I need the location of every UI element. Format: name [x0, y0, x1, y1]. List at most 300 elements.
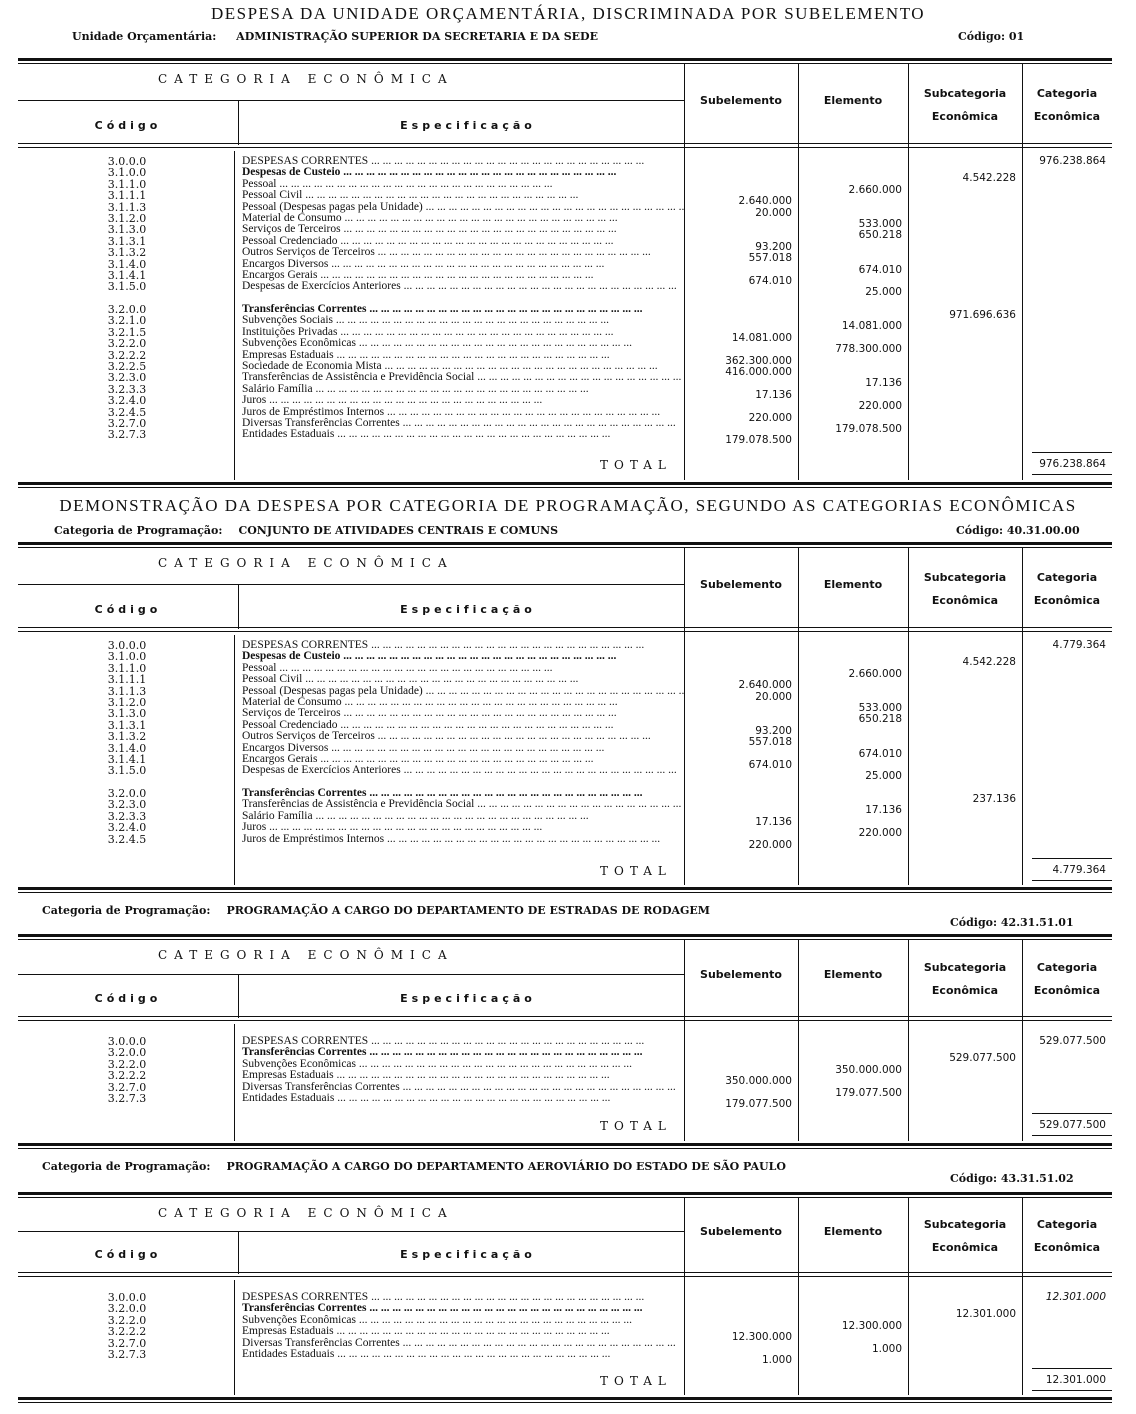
- cell-elem: [798, 783, 902, 794]
- cell-subcat: [908, 1088, 1016, 1099]
- cell-elem: [798, 646, 902, 657]
- cell-code: 3.0.0.0: [107, 1292, 147, 1304]
- cell-elem: [798, 737, 902, 748]
- cell-elem: [798, 390, 902, 401]
- cell-cat: [1022, 765, 1106, 776]
- column-subcat: [908, 162, 1022, 447]
- cell-code: 3.2.1.0: [107, 315, 147, 327]
- header-elemento: Elemento: [823, 968, 883, 981]
- cell-elem: [798, 726, 902, 737]
- cell-sub: 557.018: [748, 737, 792, 749]
- cell-spec: Material de Consumo ... .: [242, 697, 684, 708]
- cell-sub: [684, 185, 792, 196]
- header-bottom-rule-2: [18, 631, 1112, 632]
- cell-subcat: [908, 805, 1016, 816]
- cell-spec: Encargos Diversos ... .: [242, 743, 684, 754]
- cell-elem: [798, 333, 902, 344]
- cell-sub: 674.010: [748, 759, 792, 771]
- header-categoria-economica: Categoria Econômica: [1033, 571, 1101, 607]
- cell-subcat: [908, 646, 1016, 657]
- cell-cat: [1022, 1315, 1106, 1326]
- cell-code: 3.0.0.0: [107, 1036, 147, 1048]
- cell-code: 3.1.2.0: [107, 212, 147, 225]
- cell-sub: 93.200: [755, 241, 792, 253]
- cell-elem: [798, 794, 902, 805]
- cell-elem: [798, 196, 902, 207]
- column-spec: [240, 156, 684, 441]
- cell-spec: Diversas Transferências Correntes ... .: [242, 1338, 684, 1349]
- total-label: TOTAL: [600, 1119, 672, 1133]
- cell-subcat: [908, 749, 1016, 760]
- cell-elem: [798, 817, 902, 828]
- table-top-rule: [18, 58, 1112, 64]
- cell-subcat: [908, 413, 1016, 424]
- cell-spec: Transferências de Assistência e Previdência Social ... .: [242, 372, 684, 383]
- cell-cat: 12.301.000: [1045, 1292, 1106, 1303]
- cell-subcat: [908, 1099, 1016, 1110]
- cell-cat: [1022, 304, 1106, 315]
- cell-sub: [684, 287, 792, 298]
- cell-spec: Pessoal (Despesas pagas pela Unidade) ... .: [242, 686, 684, 697]
- column-subcat: [908, 1042, 1022, 1110]
- header-bottom-rule-2: [18, 147, 1112, 148]
- cell-subcat: [908, 1076, 1016, 1087]
- cell-cat: 976.238.864: [1039, 156, 1106, 167]
- header-subelemento: Subelemento: [700, 968, 782, 981]
- category-name: PROGRAMAÇÃO A CARGO DO DEPARTAMENTO DE ESTRADAS DE RODAGEM: [226, 904, 710, 917]
- cell-cat: [1022, 418, 1106, 429]
- cell-subcat: [908, 703, 1016, 714]
- cell-code: 3.1.4.1: [107, 753, 147, 766]
- cell-cat: [1022, 834, 1106, 845]
- column-elem: [798, 1042, 908, 1110]
- cell-code: 3.2.2.5: [107, 361, 147, 373]
- header-subelemento: Subelemento: [700, 578, 782, 591]
- expense-table: [18, 542, 1112, 891]
- cell-elem: 533.000: [858, 702, 902, 714]
- cell-spec: Salário Família ... .: [242, 811, 684, 822]
- cell-spec: Juros ... .: [242, 395, 684, 406]
- cell-spec: Entidades Estaduais ... .: [242, 1349, 684, 1360]
- cell-elem: [798, 1355, 902, 1366]
- cell-elem: [798, 208, 902, 219]
- table-bottom-rule: [18, 1143, 1112, 1149]
- cell-sub: 2.640.000: [738, 680, 792, 692]
- cell-code: 3.2.1.5: [107, 326, 147, 339]
- cell-code: [18, 293, 236, 304]
- category-label: Categoria de Programação:: [42, 1160, 211, 1173]
- cell-cat: [1022, 1093, 1106, 1104]
- cell-cat: [1022, 327, 1106, 338]
- cell-code: 3.1.3.0: [107, 224, 147, 236]
- cell-code: 3.1.3.1: [107, 235, 147, 248]
- header-subcategoria: Subcategoria Econômica: [923, 571, 1007, 607]
- cell-subcat: 4.542.228: [962, 173, 1016, 185]
- cell-subcat: [908, 367, 1016, 378]
- cell-subcat: [908, 208, 1016, 219]
- cell-code: 3.2.2.2: [107, 1070, 147, 1082]
- cell-elem: 2.660.000: [848, 184, 902, 196]
- cell-spec: Pessoal Civil ... .: [242, 190, 684, 201]
- cell-elem: [798, 276, 902, 287]
- cell-code: 3.1.1.0: [107, 662, 147, 675]
- cell-subcat: [908, 287, 1016, 298]
- cell-subcat: [908, 185, 1016, 196]
- column-subcat: [908, 646, 1022, 851]
- cell-cat: [1022, 270, 1106, 281]
- cell-sub: [684, 401, 792, 412]
- cell-elem: [798, 1309, 902, 1320]
- cell-cat: [1022, 1059, 1106, 1070]
- cell-elem: [798, 162, 902, 173]
- total-rule: [1032, 452, 1112, 453]
- header-bottom-rule: [18, 1272, 1112, 1273]
- cell-sub: [684, 299, 792, 310]
- cell-elem: 533.000: [858, 218, 902, 230]
- cell-spec: Juros ... .: [242, 822, 684, 833]
- cell-spec: Juros de Empréstimos Internos ... .: [242, 407, 684, 418]
- cell-elem: [798, 253, 902, 264]
- demo-title: DEMONSTRAÇÃO DA DESPESA POR CATEGORIA DE PROGRAMAÇÃO, SEGUNDO AS CATEGORIAS ECONÔMICAS: [59, 496, 1077, 515]
- cell-sub: [684, 173, 792, 184]
- cell-spec: Pessoal Civil ... .: [242, 674, 684, 685]
- cell-code: 3.1.4.0: [107, 742, 147, 754]
- cell-sub: [684, 771, 792, 782]
- table-bottom-rule: [18, 1397, 1112, 1403]
- cell-sub: [684, 344, 792, 355]
- cell-cat: [1022, 697, 1106, 708]
- cell-subcat: [908, 1332, 1016, 1343]
- cell-subcat: [908, 219, 1016, 230]
- cell-spec: Empresas Estaduais ... .: [242, 350, 684, 361]
- cell-subcat: [908, 344, 1016, 355]
- cell-code: 3.1.4.1: [107, 269, 147, 282]
- header-subelemento: Subelemento: [700, 94, 782, 107]
- cell-elem: 1.000: [871, 1343, 902, 1355]
- total-rule: [1032, 1113, 1112, 1114]
- table-top-rule: [18, 1192, 1112, 1198]
- cell-code: 3.2.2.2: [107, 1326, 147, 1338]
- cell-subcat: [908, 771, 1016, 782]
- cell-sub: [684, 749, 792, 760]
- cell-spec: Entidades Estaduais ... .: [242, 1093, 684, 1104]
- cell-cat: [1022, 190, 1106, 201]
- cell-cat: [1022, 822, 1106, 833]
- cell-sub: 362.300.000: [725, 355, 792, 367]
- cell-spec: Sociedade de Economia Mista ... .: [242, 361, 684, 372]
- cell-sub: 20.000: [755, 207, 792, 219]
- cell-subcat: [908, 726, 1016, 737]
- cell-code: 3.2.4.0: [107, 822, 147, 834]
- cell-elem: [798, 1053, 902, 1064]
- cell-sub: 12.300.000: [731, 1332, 792, 1344]
- cell-spec: Material de Consumo ... .: [242, 213, 684, 224]
- cell-elem: [798, 173, 902, 184]
- header-bottom-rule: [18, 143, 1112, 144]
- cell-subcat: [908, 760, 1016, 771]
- cell-code: 3.1.1.1: [107, 674, 147, 686]
- cell-code: 3.0.0.0: [107, 640, 147, 652]
- cell-code: 3.1.0.0: [107, 167, 147, 179]
- cell-subcat: [908, 1065, 1016, 1076]
- cell-spec: Encargos Gerais ... .: [242, 754, 684, 765]
- column-code: [18, 156, 236, 441]
- cell-elem: [798, 242, 902, 253]
- cell-cat: [1022, 293, 1106, 304]
- cell-elem: [798, 435, 902, 446]
- table-bottom-rule: [18, 482, 1112, 488]
- cell-cat: [1022, 395, 1106, 406]
- cell-subcat: 12.301.000: [955, 1309, 1016, 1321]
- header-categoria: CATEGORIA ECONÔMICA: [158, 948, 454, 962]
- cell-elem: [798, 1076, 902, 1087]
- cell-sub: 93.200: [755, 725, 792, 737]
- column-cat: [1022, 1036, 1112, 1104]
- cell-subcat: [908, 692, 1016, 703]
- cell-subcat: [908, 299, 1016, 310]
- cell-sub: 20.000: [755, 691, 792, 703]
- header-mid-rule: [18, 974, 684, 975]
- cell-spec: Transferências Correntes ... .: [242, 788, 684, 799]
- category-label: Categoria de Programação:: [42, 904, 211, 917]
- cell-cat: [1022, 384, 1106, 395]
- cell-cat: [1022, 315, 1106, 326]
- cell-cat: [1022, 259, 1106, 270]
- cell-code: 3.2.2.0: [107, 1314, 147, 1327]
- cell-cat: [1022, 754, 1106, 765]
- cell-elem: 12.300.000: [841, 1320, 902, 1332]
- cell-subcat: [908, 162, 1016, 173]
- cell-spec: Pessoal Credenciado ... .: [242, 720, 684, 731]
- header-codigo: Código: [94, 603, 162, 616]
- cell-elem: [798, 413, 902, 424]
- divider: [238, 1231, 239, 1274]
- cell-spec: Empresas Estaduais ... .: [242, 1070, 684, 1081]
- cell-code: 3.2.3.3: [107, 383, 147, 396]
- total-label: TOTAL: [600, 1374, 672, 1388]
- category-code: Código: 43.31.51.02: [950, 1172, 1074, 1185]
- cell-spec: Entidades Estaduais ... .: [242, 429, 684, 440]
- header-especificacao: Especificação: [400, 1248, 536, 1261]
- cell-code: 3.1.3.0: [107, 708, 147, 720]
- cell-spec: [242, 293, 684, 304]
- cell-code: 3.1.3.1: [107, 719, 147, 732]
- cell-code: 3.1.3.2: [107, 731, 147, 743]
- cell-cat: [1022, 1349, 1106, 1360]
- cell-subcat: 4.542.228: [962, 657, 1016, 669]
- column-spec: [240, 1036, 684, 1104]
- total-rule-bottom: [1032, 1390, 1112, 1391]
- cell-elem: 2.660.000: [848, 668, 902, 680]
- cell-sub: 220.000: [748, 839, 792, 851]
- cell-sub: 179.077.500: [725, 1098, 792, 1110]
- cell-code: 3.2.7.0: [107, 1337, 147, 1349]
- cell-sub: [684, 162, 792, 173]
- cell-sub: [684, 310, 792, 321]
- cell-elem: 17.136: [865, 805, 902, 817]
- cell-spec: Juros de Empréstimos Internos ... .: [242, 834, 684, 845]
- cell-cat: [1022, 674, 1106, 685]
- cell-subcat: [908, 424, 1016, 435]
- cell-spec: Diversas Transferências Correntes ... .: [242, 1082, 684, 1093]
- cell-sub: [684, 1088, 792, 1099]
- cell-cat: [1022, 372, 1106, 383]
- cell-cat: [1022, 663, 1106, 674]
- cell-sub: [684, 805, 792, 816]
- cell-code: 3.2.2.0: [107, 1058, 147, 1071]
- cell-code: 3.2.0.0: [107, 788, 147, 800]
- total-value: 12.301.000: [1045, 1374, 1106, 1386]
- cell-spec: Salário Família ... .: [242, 384, 684, 395]
- cell-spec: Transferências Correntes ... .: [242, 1047, 684, 1058]
- category-name: PROGRAMAÇÃO A CARGO DO DEPARTAMENTO AEROVIÁRIO DO ESTADO DE SÃO PAULO: [226, 1160, 786, 1173]
- unit-name: ADMINISTRAÇÃO SUPERIOR DA SECRETARIA E DA SEDE: [236, 30, 598, 43]
- cell-spec: Outros Serviços de Terceiros ... .: [242, 731, 684, 742]
- cell-code: 3.1.4.0: [107, 258, 147, 270]
- cell-subcat: [908, 714, 1016, 725]
- column-sub: [684, 646, 798, 851]
- cell-cat: [1022, 720, 1106, 731]
- cell-sub: [684, 378, 792, 389]
- cell-subcat: [908, 356, 1016, 367]
- cell-code: 3.2.7.0: [107, 417, 147, 430]
- header-bottom-rule: [18, 627, 1112, 628]
- unit-label: Unidade Orçamentária:: [72, 30, 217, 43]
- cell-subcat: 529.077.500: [949, 1053, 1016, 1065]
- cell-subcat: [908, 321, 1016, 332]
- cell-cat: [1022, 361, 1106, 372]
- cell-spec: Serviços de Terceiros ... .: [242, 224, 684, 235]
- total-rule: [1032, 858, 1112, 859]
- category-code: Código: 40.31.00.00: [956, 524, 1080, 537]
- page-title: DESPESA DA UNIDADE ORÇAMENTÁRIA, DISCRIMINADA POR SUBELEMENTO: [210, 4, 926, 23]
- cell-sub: 674.010: [748, 275, 792, 287]
- total-value: 529.077.500: [1039, 1119, 1106, 1131]
- cell-subcat: [908, 253, 1016, 264]
- category-line: [42, 904, 710, 917]
- cell-code: 3.1.2.0: [107, 696, 147, 709]
- cell-sub: [684, 1298, 792, 1309]
- cell-code: 3.0.0.0: [107, 156, 147, 168]
- header-elemento: Elemento: [823, 94, 883, 107]
- cell-sub: [684, 794, 792, 805]
- cell-cat: [1022, 350, 1106, 361]
- cell-code: 3.2.0.0: [107, 1303, 147, 1315]
- cell-spec: Despesas de Custeio ... .: [242, 167, 684, 178]
- cell-spec: DESPESAS CORRENTES ... .: [242, 1036, 684, 1047]
- cell-sub: [684, 657, 792, 668]
- cell-sub: 14.081.000: [731, 332, 792, 344]
- cell-sub: [684, 1053, 792, 1064]
- header-codigo: Código: [94, 1248, 162, 1261]
- header-categoria-economica: Categoria Econômica: [1033, 1218, 1101, 1254]
- cell-subcat: [908, 669, 1016, 680]
- cell-elem: 674.010: [858, 264, 902, 276]
- column-elem: [798, 646, 908, 851]
- cell-elem: 17.136: [865, 378, 902, 390]
- cell-cat: [1022, 651, 1106, 662]
- cell-elem: 674.010: [858, 748, 902, 760]
- cell-code: 3.2.7.3: [107, 1092, 147, 1105]
- cell-elem: 179.078.500: [835, 423, 902, 435]
- cell-spec: Despesas de Custeio ... .: [242, 651, 684, 662]
- cell-spec: DESPESAS CORRENTES ... .: [242, 156, 684, 167]
- cell-cat: [1022, 811, 1106, 822]
- cell-subcat: [908, 817, 1016, 828]
- cell-spec: [242, 777, 684, 788]
- cell-spec: Subvenções Econômicas ... .: [242, 1315, 684, 1326]
- header-categoria-economica: Categoria Econômica: [1033, 87, 1101, 123]
- cell-sub: 350.000.000: [725, 1076, 792, 1088]
- expense-table: [18, 934, 1112, 1147]
- cell-spec: Pessoal ... .: [242, 663, 684, 674]
- column-sub: [684, 1298, 798, 1366]
- cell-code: 3.1.1.0: [107, 178, 147, 191]
- cell-cat: [1022, 1326, 1106, 1337]
- header-mid-rule: [18, 584, 684, 585]
- cell-cat: [1022, 743, 1106, 754]
- cell-elem: [798, 692, 902, 703]
- total-rule-bottom: [1032, 474, 1112, 475]
- cell-elem: [798, 367, 902, 378]
- cell-elem: 220.000: [858, 828, 902, 840]
- cell-spec: Subvenções Econômicas ... .: [242, 1059, 684, 1070]
- total-rule: [1032, 1368, 1112, 1369]
- cell-cat: [1022, 179, 1106, 190]
- cell-cat: [1022, 236, 1106, 247]
- cell-code: 3.1.1.1: [107, 190, 147, 202]
- cell-sub: 220.000: [748, 412, 792, 424]
- cell-subcat: [908, 680, 1016, 691]
- cell-subcat: 237.136: [972, 794, 1016, 806]
- header-especificacao: Especificação: [400, 603, 536, 616]
- cell-elem: 25.000: [865, 287, 902, 299]
- cell-code: 3.2.7.3: [107, 429, 147, 441]
- cell-subcat: [908, 435, 1016, 446]
- cell-code: 3.1.1.3: [107, 201, 147, 213]
- cell-sub: 2.640.000: [738, 196, 792, 208]
- cell-sub: 557.018: [748, 253, 792, 265]
- total-rule-bottom: [1032, 880, 1112, 881]
- cell-code: 3.2.3.3: [107, 810, 147, 823]
- cell-code: 3.1.5.0: [107, 281, 147, 293]
- cell-elem: [798, 310, 902, 321]
- cell-spec: Pessoal (Despesas pagas pela Unidade) ... .: [242, 202, 684, 213]
- category-line: [42, 1160, 786, 1173]
- column-cat: [1022, 1292, 1112, 1360]
- cell-elem: [798, 356, 902, 367]
- cell-sub: 17.136: [755, 389, 792, 401]
- cell-sub: 17.136: [755, 816, 792, 828]
- cell-code: 3.2.3.0: [107, 799, 147, 811]
- cell-subcat: [908, 265, 1016, 276]
- header-codigo: Código: [94, 119, 162, 132]
- cell-code: 3.2.4.5: [107, 406, 147, 418]
- cell-code: 3.2.2.2: [107, 349, 147, 362]
- cell-code: 3.2.2.0: [107, 338, 147, 350]
- header-subcategoria: Subcategoria Econômica: [923, 1218, 1007, 1254]
- cell-cat: [1022, 202, 1106, 213]
- expense-table: [18, 1192, 1112, 1401]
- cell-sub: [684, 714, 792, 725]
- header-bottom-rule-2: [18, 1020, 1112, 1021]
- cell-sub: [684, 219, 792, 230]
- table-top-rule: [18, 934, 1112, 940]
- cell-spec: Instituições Privadas ... .: [242, 327, 684, 338]
- cell-sub: [684, 1321, 792, 1332]
- column-spec: [240, 640, 684, 845]
- cell-cat: 4.779.364: [1052, 640, 1106, 651]
